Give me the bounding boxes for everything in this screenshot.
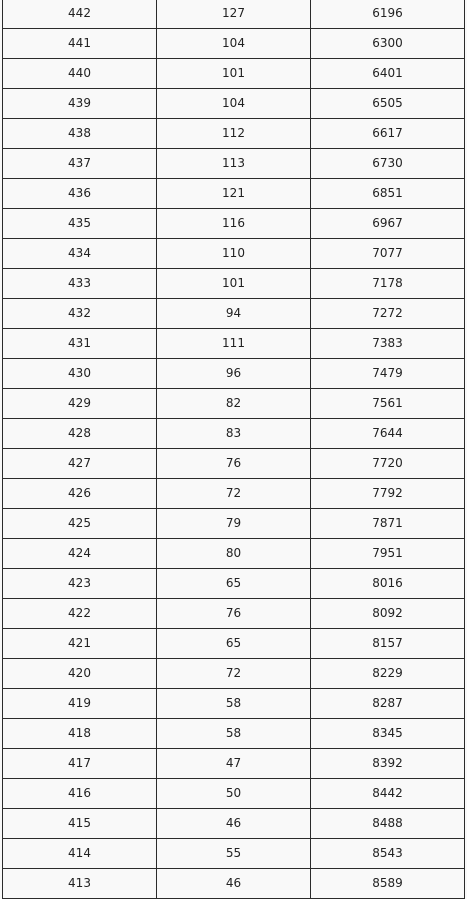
- table-row: [3, 779, 465, 809]
- table-row: [3, 479, 465, 509]
- count-cell: 112: [157, 119, 311, 149]
- count-cell: 79: [157, 509, 311, 539]
- count-cell: 82: [157, 389, 311, 419]
- cumulative-cell: 7272: [311, 299, 465, 329]
- score-cell: 422: [3, 599, 157, 629]
- score-cell: 435: [3, 209, 157, 239]
- score-cell: 428: [3, 419, 157, 449]
- score-cell: 415: [3, 809, 157, 839]
- cumulative-cell: 8442: [311, 779, 465, 809]
- score-cell: 423: [3, 569, 157, 599]
- score-cell: 441: [3, 29, 157, 59]
- score-cell: 420: [3, 659, 157, 689]
- score-cell: 434: [3, 239, 157, 269]
- count-cell: 121: [157, 179, 311, 209]
- table-row: [3, 419, 465, 449]
- cumulative-cell: 7720: [311, 449, 465, 479]
- table-row: [3, 449, 465, 479]
- count-cell: 76: [157, 449, 311, 479]
- table-row: [3, 719, 465, 749]
- count-cell: 110: [157, 239, 311, 269]
- count-cell: 96: [157, 359, 311, 389]
- table-row: [3, 0, 465, 29]
- cumulative-cell: 6967: [311, 209, 465, 239]
- count-cell: 72: [157, 659, 311, 689]
- table-row: [3, 149, 465, 179]
- score-cell: 440: [3, 59, 157, 89]
- cumulative-cell: 7383: [311, 329, 465, 359]
- count-cell: 58: [157, 689, 311, 719]
- score-table-body: [3, 0, 465, 899]
- count-cell: 46: [157, 809, 311, 839]
- cumulative-cell: 8589: [311, 869, 465, 899]
- table-row: [3, 689, 465, 719]
- table-row: [3, 269, 465, 299]
- score-cell: 414: [3, 839, 157, 869]
- count-cell: 104: [157, 89, 311, 119]
- score-cell: 416: [3, 779, 157, 809]
- count-cell: 47: [157, 749, 311, 779]
- score-cell: 431: [3, 329, 157, 359]
- cumulative-cell: 7178: [311, 269, 465, 299]
- cumulative-cell: 6617: [311, 119, 465, 149]
- score-cell: 427: [3, 449, 157, 479]
- count-cell: 76: [157, 599, 311, 629]
- cumulative-cell: 8092: [311, 599, 465, 629]
- count-cell: 116: [157, 209, 311, 239]
- score-cell: 426: [3, 479, 157, 509]
- table-row: [3, 89, 465, 119]
- count-cell: 104: [157, 29, 311, 59]
- cumulative-cell: 8392: [311, 749, 465, 779]
- score-cell: 430: [3, 359, 157, 389]
- cumulative-cell: 6401: [311, 59, 465, 89]
- count-cell: 101: [157, 269, 311, 299]
- score-cell: 417: [3, 749, 157, 779]
- cumulative-cell: 6505: [311, 89, 465, 119]
- score-cell: 439: [3, 89, 157, 119]
- score-cell: 421: [3, 629, 157, 659]
- table-row: [3, 59, 465, 89]
- count-cell: 72: [157, 479, 311, 509]
- score-cell: 442: [3, 0, 157, 29]
- table-row: [3, 569, 465, 599]
- cumulative-cell: 6196: [311, 0, 465, 29]
- cumulative-cell: 7644: [311, 419, 465, 449]
- cumulative-cell: 8543: [311, 839, 465, 869]
- count-cell: 127: [157, 0, 311, 29]
- cumulative-cell: 7561: [311, 389, 465, 419]
- table-row: [3, 629, 465, 659]
- count-cell: 46: [157, 869, 311, 899]
- cumulative-cell: 6730: [311, 149, 465, 179]
- table-row: [3, 209, 465, 239]
- table-row: [3, 179, 465, 209]
- table-row: [3, 809, 465, 839]
- count-cell: 50: [157, 779, 311, 809]
- score-cell: 432: [3, 299, 157, 329]
- table-row: [3, 359, 465, 389]
- count-cell: 83: [157, 419, 311, 449]
- count-cell: 80: [157, 539, 311, 569]
- cumulative-cell: 8345: [311, 719, 465, 749]
- score-table-container: [2, 0, 464, 899]
- table-row: [3, 239, 465, 269]
- score-cell: 437: [3, 149, 157, 179]
- score-cell: 425: [3, 509, 157, 539]
- table-row: [3, 29, 465, 59]
- table-row: [3, 539, 465, 569]
- count-cell: 55: [157, 839, 311, 869]
- cumulative-cell: 7077: [311, 239, 465, 269]
- table-row: [3, 659, 465, 689]
- cumulative-cell: 8016: [311, 569, 465, 599]
- count-cell: 111: [157, 329, 311, 359]
- cumulative-cell: 6851: [311, 179, 465, 209]
- count-cell: 94: [157, 299, 311, 329]
- cumulative-cell: 8157: [311, 629, 465, 659]
- count-cell: 65: [157, 569, 311, 599]
- count-cell: 58: [157, 719, 311, 749]
- count-cell: 65: [157, 629, 311, 659]
- score-cell: 429: [3, 389, 157, 419]
- table-row: [3, 749, 465, 779]
- cumulative-cell: 7951: [311, 539, 465, 569]
- table-row: [3, 869, 465, 899]
- score-cell: 433: [3, 269, 157, 299]
- score-cell: 413: [3, 869, 157, 899]
- cumulative-cell: 7479: [311, 359, 465, 389]
- score-cell: 418: [3, 719, 157, 749]
- score-table: [2, 0, 465, 899]
- cumulative-cell: 8229: [311, 659, 465, 689]
- score-cell: 424: [3, 539, 157, 569]
- score-cell: 436: [3, 179, 157, 209]
- table-row: [3, 389, 465, 419]
- table-row: [3, 119, 465, 149]
- table-row: [3, 599, 465, 629]
- table-row: [3, 299, 465, 329]
- cumulative-cell: 6300: [311, 29, 465, 59]
- cumulative-cell: 8287: [311, 689, 465, 719]
- table-row: [3, 329, 465, 359]
- score-cell: 438: [3, 119, 157, 149]
- cumulative-cell: 7871: [311, 509, 465, 539]
- table-row: [3, 509, 465, 539]
- table-row: [3, 839, 465, 869]
- count-cell: 113: [157, 149, 311, 179]
- score-cell: 419: [3, 689, 157, 719]
- count-cell: 101: [157, 59, 311, 89]
- cumulative-cell: 7792: [311, 479, 465, 509]
- cumulative-cell: 8488: [311, 809, 465, 839]
